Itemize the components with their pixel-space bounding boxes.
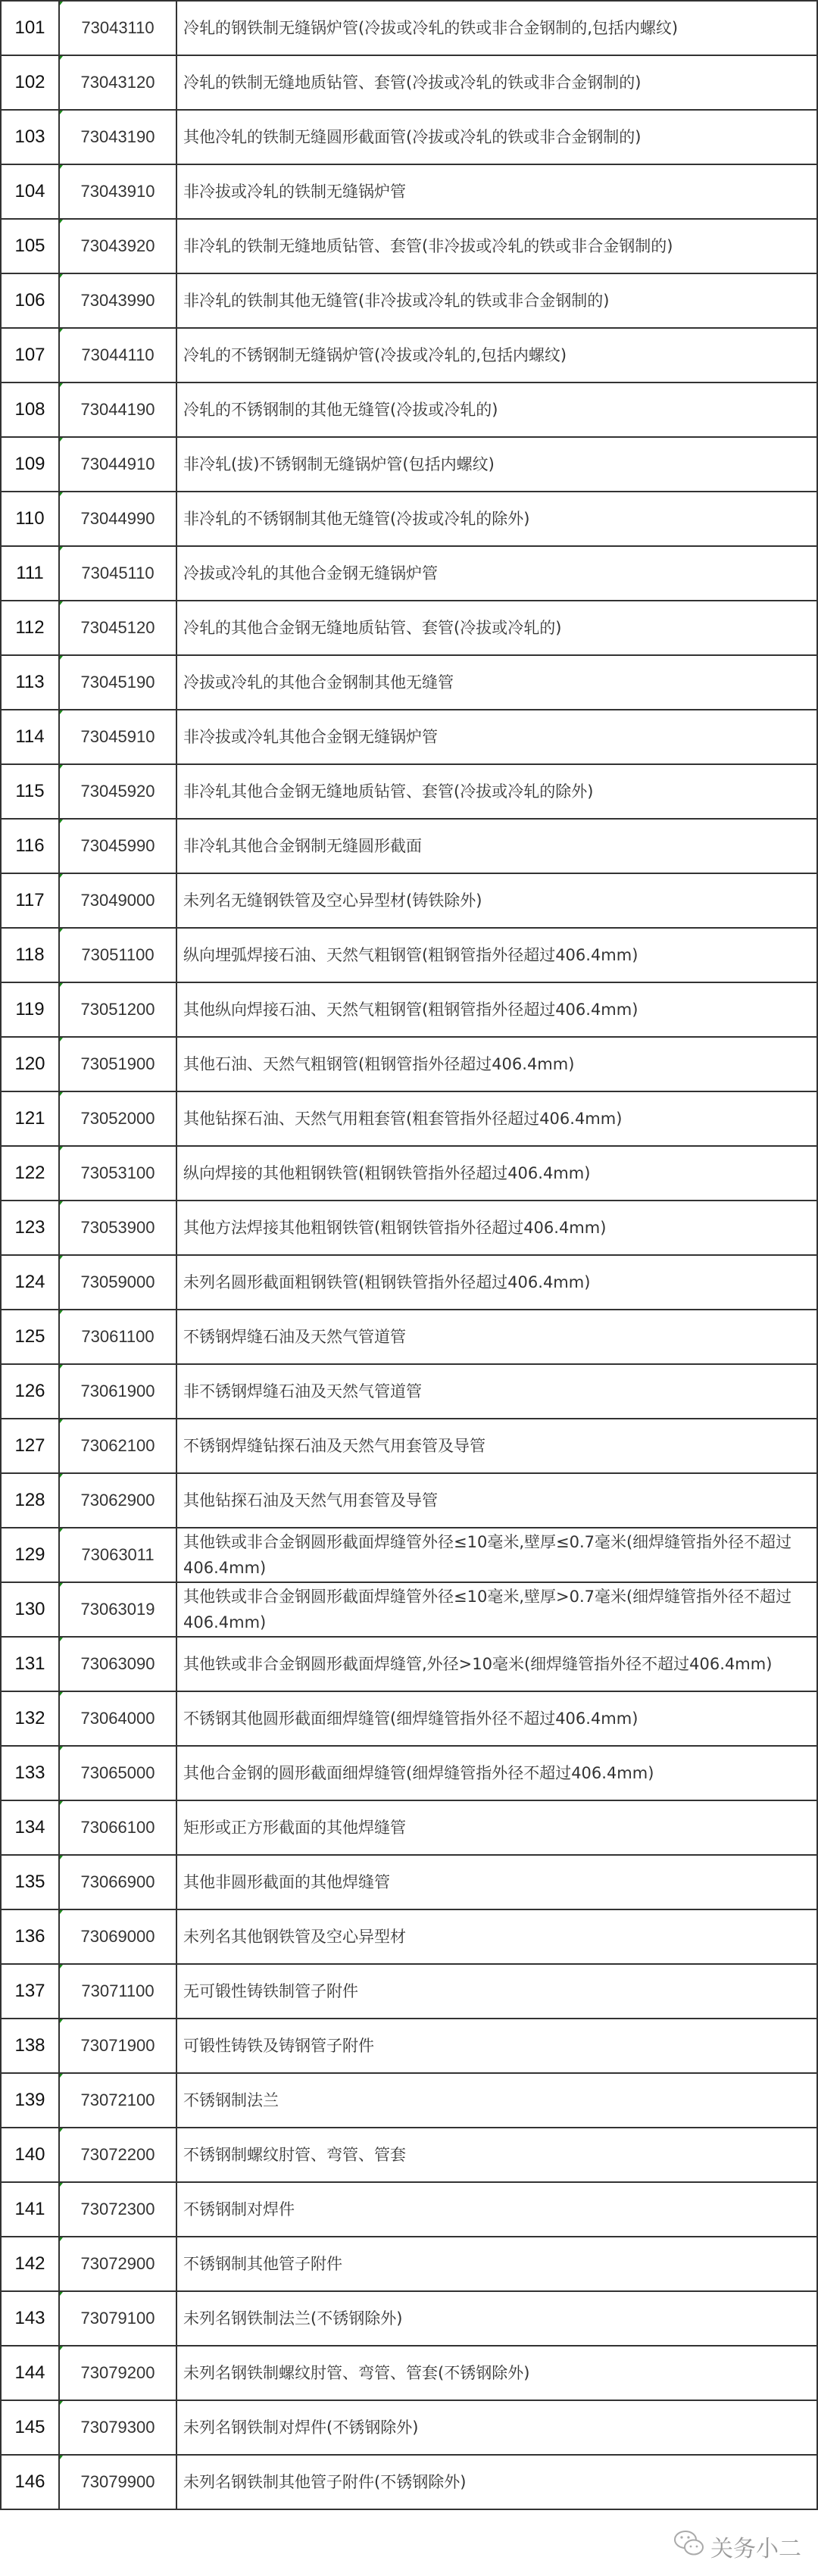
table-row — [1, 2128, 817, 2182]
description: 冷轧的不锈钢制的其他无缝管(冷拔或冷轧的) — [176, 382, 817, 437]
table-row — [1, 1310, 817, 1364]
hs-code: 73045910 — [59, 710, 176, 764]
row-number: 140 — [1, 2128, 59, 2182]
hs-code: 73079100 — [59, 2291, 176, 2346]
hs-code: 73043920 — [59, 219, 176, 273]
row-number: 127 — [1, 1419, 59, 1473]
table-row — [1, 273, 817, 328]
description: 可锻性铸铁及铸钢管子附件 — [176, 2019, 817, 2073]
description: 不锈钢焊缝石油及天然气管道管 — [176, 1310, 817, 1364]
table-row — [1, 328, 817, 382]
description: 矩形或正方形截面的其他焊缝管 — [176, 1800, 817, 1855]
description: 冷轧的钢铁制无缝锅炉管(冷拔或冷轧的铁或非合金钢制的,包括内螺纹) — [176, 1, 817, 55]
table-row — [1, 1255, 817, 1310]
description: 其他合金钢的圆形截面细焊缝管(细焊缝管指外径不超过406.4mm) — [176, 1746, 817, 1800]
row-number: 139 — [1, 2073, 59, 2128]
description: 纵向埋弧焊接石油、天然气粗钢管(粗钢管指外径超过406.4mm) — [176, 928, 817, 982]
description: 非冷轧(拔)不锈钢制无缝锅炉管(包括内螺纹) — [176, 437, 817, 492]
row-number: 106 — [1, 273, 59, 328]
hs-code: 73061100 — [59, 1310, 176, 1364]
description: 纵向焊接的其他粗钢铁管(粗钢铁管指外径超过406.4mm) — [176, 1146, 817, 1201]
row-number: 144 — [1, 2346, 59, 2400]
row-number: 125 — [1, 1310, 59, 1364]
hs-code: 73043110 — [59, 1, 176, 55]
table-row — [1, 2182, 817, 2237]
row-number: 112 — [1, 601, 59, 655]
row-number: 143 — [1, 2291, 59, 2346]
row-number: 124 — [1, 1255, 59, 1310]
hs-code: 73064000 — [59, 1691, 176, 1746]
hs-code: 73065000 — [59, 1746, 176, 1800]
table-row — [1, 873, 817, 928]
row-number: 135 — [1, 1855, 59, 1909]
row-number: 107 — [1, 328, 59, 382]
row-number: 108 — [1, 382, 59, 437]
table-row — [1, 382, 817, 437]
description: 非冷拔或冷轧的铁制无缝锅炉管 — [176, 164, 817, 219]
table-row — [1, 1, 817, 55]
description: 其他钻探石油及天然气用套管及导管 — [176, 1473, 817, 1528]
table-row — [1, 1637, 817, 1691]
table-row — [1, 1037, 817, 1091]
hs-code: 73053900 — [59, 1201, 176, 1255]
description: 不锈钢焊缝钻探石油及天然气用套管及导管 — [176, 1419, 817, 1473]
row-number: 138 — [1, 2019, 59, 2073]
hs-code: 73049000 — [59, 873, 176, 928]
description: 未列名钢铁制其他管子附件(不锈钢除外) — [176, 2455, 817, 2509]
hs-code: 73061900 — [59, 1364, 176, 1419]
row-number: 101 — [1, 1, 59, 55]
row-number: 119 — [1, 982, 59, 1037]
table-row — [1, 655, 817, 710]
row-number: 132 — [1, 1691, 59, 1746]
table-row — [1, 2237, 817, 2291]
table-row — [1, 546, 817, 601]
table-row — [1, 1201, 817, 1255]
table-row — [1, 2073, 817, 2128]
table-row — [1, 1964, 817, 2019]
description: 不锈钢制其他管子附件 — [176, 2237, 817, 2291]
hs-code: 73069000 — [59, 1909, 176, 1964]
watermark-text: 关务小二 — [710, 2536, 801, 2562]
table-row — [1, 764, 817, 819]
wechat-icon — [673, 2528, 706, 2565]
hs-code: 73079200 — [59, 2346, 176, 2400]
hs-code: 73071900 — [59, 2019, 176, 2073]
description: 未列名圆形截面粗钢铁管(粗钢铁管指外径超过406.4mm) — [176, 1255, 817, 1310]
table-row — [1, 1364, 817, 1419]
table-row — [1, 1091, 817, 1146]
description: 其他铁或非合金钢圆形截面焊缝管,外径>10毫米(细焊缝管指外径不超过406.4mm) — [176, 1637, 817, 1691]
hs-code: 73045190 — [59, 655, 176, 710]
hs-code: 73072200 — [59, 2128, 176, 2182]
description: 其他石油、天然气粗钢管(粗钢管指外径超过406.4mm) — [176, 1037, 817, 1091]
description: 未列名钢铁制法兰(不锈钢除外) — [176, 2291, 817, 2346]
table-row — [1, 164, 817, 219]
hs-code: 73072300 — [59, 2182, 176, 2237]
description: 无可锻性铸铁制管子附件 — [176, 1964, 817, 2019]
row-number: 120 — [1, 1037, 59, 1091]
hs-code: 73063019 — [59, 1582, 176, 1637]
row-number: 110 — [1, 492, 59, 546]
description: 其他冷轧的铁制无缝圆形截面管(冷拔或冷轧的铁或非合金钢制的) — [176, 110, 817, 164]
description: 未列名钢铁制螺纹肘管、弯管、管套(不锈钢除外) — [176, 2346, 817, 2400]
row-number: 142 — [1, 2237, 59, 2291]
watermark — [673, 2528, 801, 2565]
description: 不锈钢制螺纹肘管、弯管、管套 — [176, 2128, 817, 2182]
description: 非冷拔或冷轧其他合金钢无缝锅炉管 — [176, 710, 817, 764]
row-number: 118 — [1, 928, 59, 982]
hs-code: 73051100 — [59, 928, 176, 982]
hs-code: 73044110 — [59, 328, 176, 382]
table-row — [1, 2455, 817, 2509]
table-row — [1, 1909, 817, 1964]
hs-code: 73044990 — [59, 492, 176, 546]
hs-code: 73051200 — [59, 982, 176, 1037]
row-number: 141 — [1, 2182, 59, 2237]
description: 其他方法焊接其他粗钢铁管(粗钢铁管指外径超过406.4mm) — [176, 1201, 817, 1255]
description: 其他铁或非合金钢圆形截面焊缝管外径≤10毫米,壁厚≤0.7毫米(细焊缝管指外径不超过406.4mm) — [176, 1528, 817, 1582]
table-row — [1, 492, 817, 546]
description: 其他钻探石油、天然气用粗套管(粗套管指外径超过406.4mm) — [176, 1091, 817, 1146]
table-row — [1, 2291, 817, 2346]
hs-code: 73079900 — [59, 2455, 176, 2509]
row-number: 102 — [1, 55, 59, 110]
description: 不锈钢其他圆形截面细焊缝管(细焊缝管指外径不超过406.4mm) — [176, 1691, 817, 1746]
row-number: 104 — [1, 164, 59, 219]
hs-code: 73044190 — [59, 382, 176, 437]
row-number: 116 — [1, 819, 59, 873]
hs-code: 73062900 — [59, 1473, 176, 1528]
hs-code: 73043910 — [59, 164, 176, 219]
row-number: 130 — [1, 1582, 59, 1637]
hs-code: 73045920 — [59, 764, 176, 819]
row-number: 131 — [1, 1637, 59, 1691]
hs-code: 73066100 — [59, 1800, 176, 1855]
row-number: 145 — [1, 2400, 59, 2455]
table-row — [1, 710, 817, 764]
hs-code: 73044910 — [59, 437, 176, 492]
table-row — [1, 1691, 817, 1746]
description: 非冷轧的铁制其他无缝管(非冷拔或冷轧的铁或非合金钢制的) — [176, 273, 817, 328]
row-number: 115 — [1, 764, 59, 819]
row-number: 136 — [1, 1909, 59, 1964]
description: 冷拔或冷轧的其他合金钢无缝锅炉管 — [176, 546, 817, 601]
description: 冷轧的铁制无缝地质钻管、套管(冷拔或冷轧的铁或非合金钢制的) — [176, 55, 817, 110]
hs-code: 73063011 — [59, 1528, 176, 1582]
hs-code: 73066900 — [59, 1855, 176, 1909]
description: 其他纵向焊接石油、天然气粗钢管(粗钢管指外径超过406.4mm) — [176, 982, 817, 1037]
table-row — [1, 2019, 817, 2073]
description: 非冷轧其他合金钢制无缝圆形截面 — [176, 819, 817, 873]
hs-code: 73043190 — [59, 110, 176, 164]
table-row — [1, 55, 817, 110]
hs-code: 73045990 — [59, 819, 176, 873]
table-row — [1, 1800, 817, 1855]
hs-code: 73079300 — [59, 2400, 176, 2455]
hs-code: 73052000 — [59, 1091, 176, 1146]
table-row — [1, 1855, 817, 1909]
row-number: 111 — [1, 546, 59, 601]
description: 其他铁或非合金钢圆形截面焊缝管外径≤10毫米,壁厚>0.7毫米(细焊缝管指外径不超过406.4mm) — [176, 1582, 817, 1637]
row-number: 134 — [1, 1800, 59, 1855]
table-row — [1, 1582, 817, 1637]
hs-code: 73071100 — [59, 1964, 176, 2019]
description: 未列名其他钢铁管及空心异型材 — [176, 1909, 817, 1964]
table-row — [1, 1146, 817, 1201]
table-row — [1, 601, 817, 655]
row-number: 133 — [1, 1746, 59, 1800]
row-number: 129 — [1, 1528, 59, 1582]
row-number: 146 — [1, 2455, 59, 2509]
row-number: 137 — [1, 1964, 59, 2019]
table-row — [1, 982, 817, 1037]
hs-code: 73072100 — [59, 2073, 176, 2128]
description: 不锈钢制对焊件 — [176, 2182, 817, 2237]
hs-code: 73043120 — [59, 55, 176, 110]
hs-code: 73051900 — [59, 1037, 176, 1091]
description: 非冷轧的不锈钢制其他无缝管(冷拔或冷轧的除外) — [176, 492, 817, 546]
description: 非冷轧的铁制无缝地质钻管、套管(非冷拔或冷轧的铁或非合金钢制的) — [176, 219, 817, 273]
description: 不锈钢制法兰 — [176, 2073, 817, 2128]
hs-code: 73045110 — [59, 546, 176, 601]
row-number: 122 — [1, 1146, 59, 1201]
table-body — [1, 1, 817, 2509]
description: 冷拔或冷轧的其他合金钢制其他无缝管 — [176, 655, 817, 710]
description: 非不锈钢焊缝石油及天然气管道管 — [176, 1364, 817, 1419]
hs-code: 73053100 — [59, 1146, 176, 1201]
table-row — [1, 1419, 817, 1473]
row-number: 126 — [1, 1364, 59, 1419]
hs-code: 73043990 — [59, 273, 176, 328]
row-number: 113 — [1, 655, 59, 710]
hs-code: 73072900 — [59, 2237, 176, 2291]
table-row — [1, 1473, 817, 1528]
row-number: 121 — [1, 1091, 59, 1146]
description: 冷轧的不锈钢制无缝锅炉管(冷拔或冷轧的,包括内螺纹) — [176, 328, 817, 382]
description: 其他非圆形截面的其他焊缝管 — [176, 1855, 817, 1909]
hs-code: 73059000 — [59, 1255, 176, 1310]
row-number: 123 — [1, 1201, 59, 1255]
row-number: 103 — [1, 110, 59, 164]
row-number: 128 — [1, 1473, 59, 1528]
row-number: 105 — [1, 219, 59, 273]
table-row — [1, 819, 817, 873]
description: 冷轧的其他合金钢无缝地质钻管、套管(冷拔或冷轧的) — [176, 601, 817, 655]
description: 未列名钢铁制对焊件(不锈钢除外) — [176, 2400, 817, 2455]
table-row — [1, 437, 817, 492]
hs-code: 73062100 — [59, 1419, 176, 1473]
table-row — [1, 219, 817, 273]
table-row — [1, 110, 817, 164]
table-row — [1, 928, 817, 982]
description: 未列名无缝钢铁管及空心异型材(铸铁除外) — [176, 873, 817, 928]
table-row — [1, 2346, 817, 2400]
hs-code: 73045120 — [59, 601, 176, 655]
row-number: 114 — [1, 710, 59, 764]
description: 非冷轧其他合金钢无缝地质钻管、套管(冷拔或冷轧的除外) — [176, 764, 817, 819]
row-number: 109 — [1, 437, 59, 492]
row-number: 117 — [1, 873, 59, 928]
table-row — [1, 1746, 817, 1800]
table-row — [1, 1528, 817, 1582]
hs-code: 73063090 — [59, 1637, 176, 1691]
table-row — [1, 2400, 817, 2455]
